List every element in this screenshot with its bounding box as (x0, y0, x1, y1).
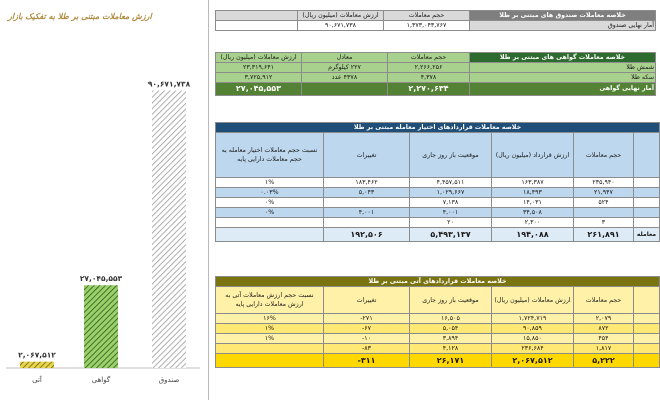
options-total: ۱۹۴,۰۸۸ (492, 228, 574, 242)
futures-cell: ۱,۸۱۷ (574, 344, 634, 354)
fund-row-label: آمار نهایی صندوق (470, 21, 656, 31)
options-cell: ۲۱,۹۴۷ (574, 188, 634, 198)
futures-cell: ۲۳۶,۶۸۴ (492, 344, 574, 354)
table-row (216, 218, 660, 228)
fund-value: ۹۰,۶۷۱,۷۳۸ (298, 21, 384, 31)
options-cell (574, 208, 634, 218)
futures-cell: ۳,۸۹۴ (410, 334, 492, 344)
futures-cell: -۸۳ (324, 344, 410, 354)
options-cell: ۵,۰۴۳ (324, 188, 410, 198)
table-row (216, 178, 660, 188)
cert-value: ۳,۷۲۵,۹۱۲ (216, 73, 302, 83)
options-total-label: معامله (634, 228, 660, 242)
certificate-summary-table (215, 52, 656, 96)
cert-total-label: آمار نهایی گواهی (470, 83, 656, 96)
cert-total-value: ۲۷,۰۴۵,۵۵۳ (216, 83, 302, 96)
table-row (215, 324, 659, 334)
fund-volume: ۱,۳۷۳,۰۴۳,۷۶۷ (384, 21, 470, 31)
futures-cell: -۶۷ (324, 324, 410, 334)
futures-cell: ۵,۰۵۴ (410, 324, 492, 334)
bar-value-label: ۹۰,۶۷۱,۷۳۸ (147, 79, 191, 89)
options-cell: ۴,۴۵۷,۵۱۱ (410, 178, 492, 188)
options-cell: ۳۴,۵۰۸ (492, 208, 574, 218)
cert-volume: ۲,۲۶۶,۲۵۶ (388, 63, 470, 73)
options-total-row (216, 228, 660, 242)
fund-header-value: ارزش معاملات (میلیون ریال) (298, 11, 384, 21)
futures-cell: ۱۵,۸۵۰ (492, 334, 574, 344)
table-row (216, 188, 660, 198)
futures-header-change: تغییرات (324, 287, 410, 314)
futures-total: ۵,۲۲۲ (574, 354, 634, 368)
options-cell: ۱۸۳,۴۶۲ (324, 178, 410, 188)
bar-0 (20, 362, 54, 368)
options-cell: ۴,۰۰۱ (324, 208, 410, 218)
futures-cell (215, 344, 323, 354)
futures-cell: -۲۷۱ (324, 314, 410, 324)
options-header-open-interest: موقعیت باز روز جاری (410, 133, 492, 178)
chart-title: ارزش معاملات مبتنی بر طلا به تفکیک بازار (8, 12, 152, 21)
category-label: صندوق (158, 376, 180, 384)
futures-cell: ۲,۰۷۹ (574, 314, 634, 324)
table-row (215, 314, 659, 324)
futures-cell: ۴۵۴ (574, 334, 634, 344)
options-header-ratio: نسبت حجم معاملات اختیار معامله به حجم معاملات دارایی پایه (216, 133, 324, 178)
options-total: ۲۶۱,۸۹۱ (574, 228, 634, 242)
options-cell: ۰% (216, 208, 324, 218)
futures-cell: ۱۶% (215, 314, 323, 324)
bar-value-label: ۲,۰۶۷,۵۱۲ (18, 350, 56, 360)
bar-1 (84, 285, 118, 368)
options-cell: ۰% (216, 198, 324, 208)
futures-cell: ۱,۷۲۴,۷۱۹ (492, 314, 574, 324)
futures-cell: -۱۰ (324, 334, 410, 344)
futures-header-open-interest: موقعیت باز روز جاری (410, 287, 492, 314)
options-cell: ۱۶۳,۳۸۷ (492, 178, 574, 188)
bar-value-label: ۲۷,۰۴۵,۵۵۳ (79, 274, 123, 284)
futures-total: ۲,۰۶۷,۵۱۲ (492, 354, 574, 368)
options-cell: ۱۴,۰۳۱ (492, 198, 574, 208)
futures-cell: ۴,۱۲۸ (410, 344, 492, 354)
options-header-volume: حجم معاملات (574, 133, 634, 178)
options-summary-table (215, 122, 660, 242)
cert-equiv: ۴۳۷۸ عدد (302, 73, 388, 83)
futures-cell: ۱۶,۵۰۵ (410, 314, 492, 324)
table-row (216, 208, 660, 218)
futures-total: -۳۱۱ (324, 354, 410, 368)
futures-header-ratio: نسبت حجم ارزش معاملات آتی به ارزش معاملات دارایی پایه (215, 287, 323, 314)
table-row (215, 344, 659, 354)
fund-summary-table (215, 10, 656, 31)
gold-trades-chart (0, 0, 209, 400)
futures-header-value: ارزش معاملات (میلیون ریال) (492, 287, 574, 314)
options-header-contract-value: ارزش قرارداد (میلیون ریال) (492, 133, 574, 178)
options-cell: ۲,۳۰۰ (492, 218, 574, 228)
options-cell: ۱۸,۴۹۳ (492, 188, 574, 198)
options-total: ۵,۴۹۳,۱۳۷ (410, 228, 492, 242)
options-header-change: تغییرات (324, 133, 410, 178)
options-cell: ۱,۰۲۹,۶۶۷ (410, 188, 492, 198)
fund-table-title: خلاصه معاملات صندوق های مبتنی بر طلا (470, 11, 656, 21)
futures-total-row (215, 354, 659, 368)
options-cell: ۵۲۴ (574, 198, 634, 208)
futures-cell: ۸۷۲ (574, 324, 634, 334)
options-total: ۱۹۲,۵۰۶ (324, 228, 410, 242)
futures-table-title: خلاصه معاملات قراردادهای آتی مبتنی بر طلا (215, 277, 659, 287)
options-cell: ۲۳۵,۹۴۰ (574, 178, 634, 188)
cert-value: ۲۳,۳۱۹,۶۴۱ (216, 63, 302, 73)
cert-header-value: ارزش معاملات (میلیون ریال) (216, 53, 302, 63)
cert-total-volume: ۲,۲۷۰,۶۳۴ (388, 83, 470, 96)
futures-cell: ۱% (215, 324, 323, 334)
futures-total: ۲۶,۱۷۱ (410, 354, 492, 368)
table-row (216, 198, 660, 208)
table-row (215, 334, 659, 344)
futures-header-volume: حجم معاملات (574, 287, 634, 314)
options-cell: ۲۰ (410, 218, 492, 228)
options-cell: ۱% (216, 178, 324, 188)
bar-2 (152, 91, 186, 368)
cert-header-volume: حجم معاملات (388, 53, 470, 63)
fund-header-volume: حجم معاملات (384, 11, 470, 21)
cert-row-label: سکه طلا (470, 73, 656, 83)
options-cell: ۳ (574, 218, 634, 228)
futures-cell: ۱% (215, 334, 323, 344)
cert-volume: ۴,۳۷۸ (388, 73, 470, 83)
cert-header-equiv: معادل (302, 53, 388, 63)
futures-summary-table (215, 276, 660, 368)
cert-row-label: شمش طلا (470, 63, 656, 73)
options-cell: ۰.۰۳% (216, 188, 324, 198)
options-cell: ۷,۱۳۸ (410, 198, 492, 208)
category-label: گواهی (91, 376, 111, 384)
options-cell (216, 218, 324, 228)
category-label: آتی (32, 376, 42, 384)
cert-table-title: خلاصه معاملات گواهی های مبتنی بر طلا (470, 53, 656, 63)
options-cell (324, 218, 410, 228)
options-cell: ۴,۰۰۱ (410, 208, 492, 218)
bar-chart-svg (0, 0, 208, 400)
futures-cell: ۹۰,۸۵۹ (492, 324, 574, 334)
cert-equiv: ۲۲۷ کیلوگرم (302, 63, 388, 73)
options-cell (324, 198, 410, 208)
options-table-title: خلاصه معاملات قراردادهای اختیار معامله مبتنی بر طلا (216, 123, 660, 133)
